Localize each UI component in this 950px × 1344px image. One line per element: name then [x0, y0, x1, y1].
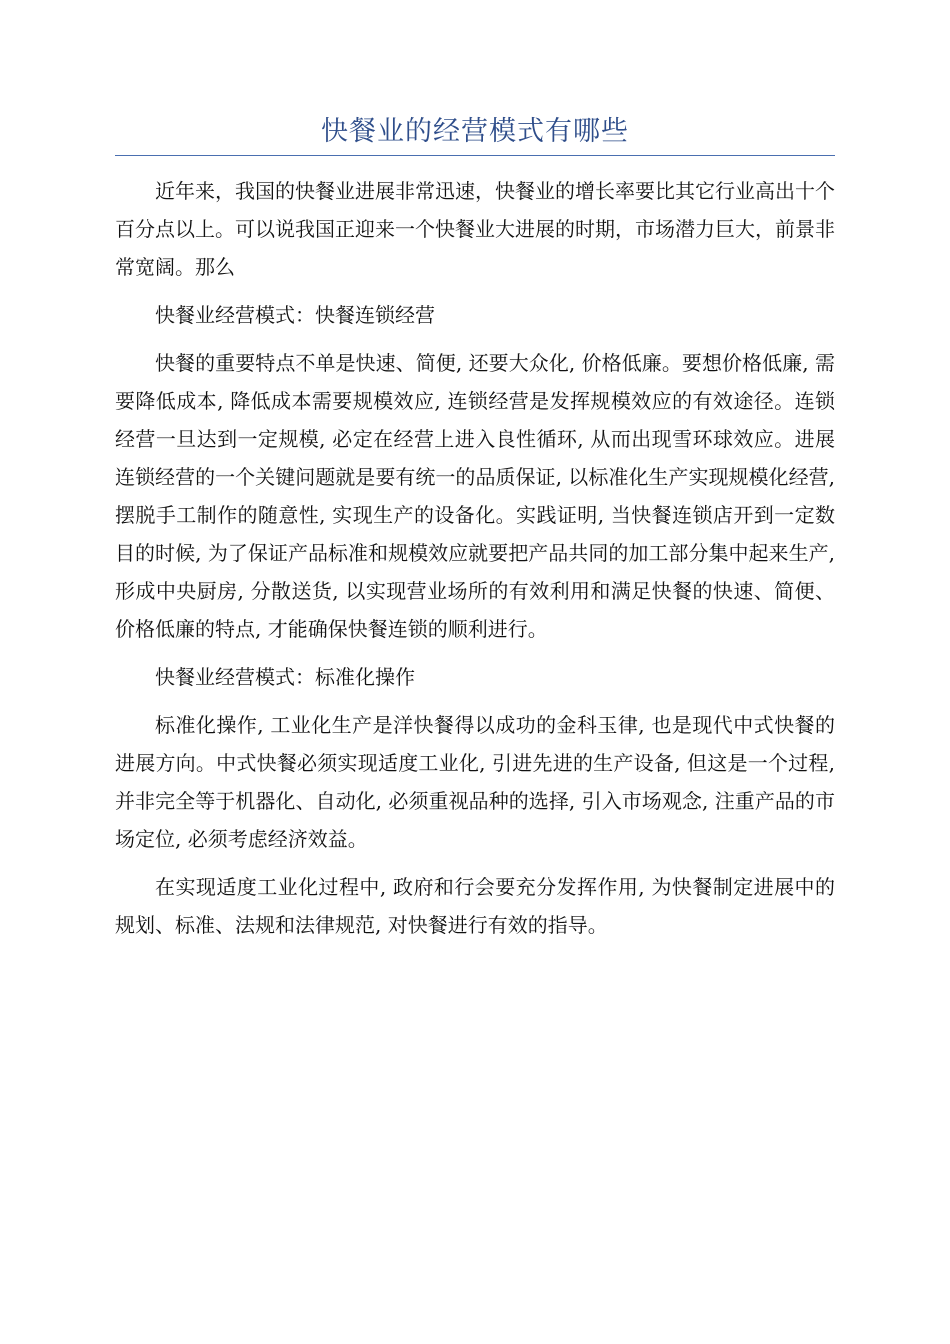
document-body [115, 172, 835, 954]
paragraph-intro: 近年来，我国的快餐业进展非常迅速，快餐业的增长率要比其它行业高出十个百分点以上。可以说我国正迎来一个快餐业大进展的时期，市场潜力巨大，前景非常宽阔。那么 [115, 179, 835, 279]
section-heading-standardization: 快餐业经营模式：标准化操作 [155, 665, 415, 689]
paragraph-government-role: 在实现适度工业化过程中, 政府和行会要充分发挥作用, 为快餐制定进展中的规划、标准、法规和法律规范, 对快餐进行有效的指导。 [115, 875, 835, 937]
document-title: 快餐业的经营模式有哪些 [321, 116, 629, 147]
paragraph-chain-operation: 快餐的重要特点不单是快速、简便, 还要大众化, 价格低廉。要想价格低廉, 需要降低成本, 降低成本需要规模效应, 连锁经营是发挥规模效应的有效途径。连锁经营一旦达到一定规模, 必定在经营上进入良性循环, 从而出现雪环球效应。进展连锁经营的一个关键问题就是要有统一的品质保证, 以标准化生产实现规模化经营, 摆脱手工制作的随意性, 实现生产的设备化。实践证明, 当快餐连锁店开到一定数目的时候, 为了保证产品标准和规模效应就要把产品共同的加工部分集中起来生产, 形成中央厨房, 分散送货, 以实现营业场所的有效利用和满足快餐的快速、简便、价格低廉的特点, 才能确保快餐连锁的顺利进行。 [115, 351, 835, 641]
title-underline [115, 155, 835, 156]
section-heading-chain-operation: 快餐业经营模式：快餐连锁经营 [155, 303, 435, 327]
paragraph-standardization: 标准化操作, 工业化生产是洋快餐得以成功的金科玉律, 也是现代中式快餐的进展方向。中式快餐必须实现适度工业化, 引进先进的生产设备, 但这是一个过程, 并非完全等于机器化、自动化, 必须重视品种的选择, 引入市场观念, 注重产品的市场定位, 必须考虑经济效益。 [115, 713, 835, 851]
